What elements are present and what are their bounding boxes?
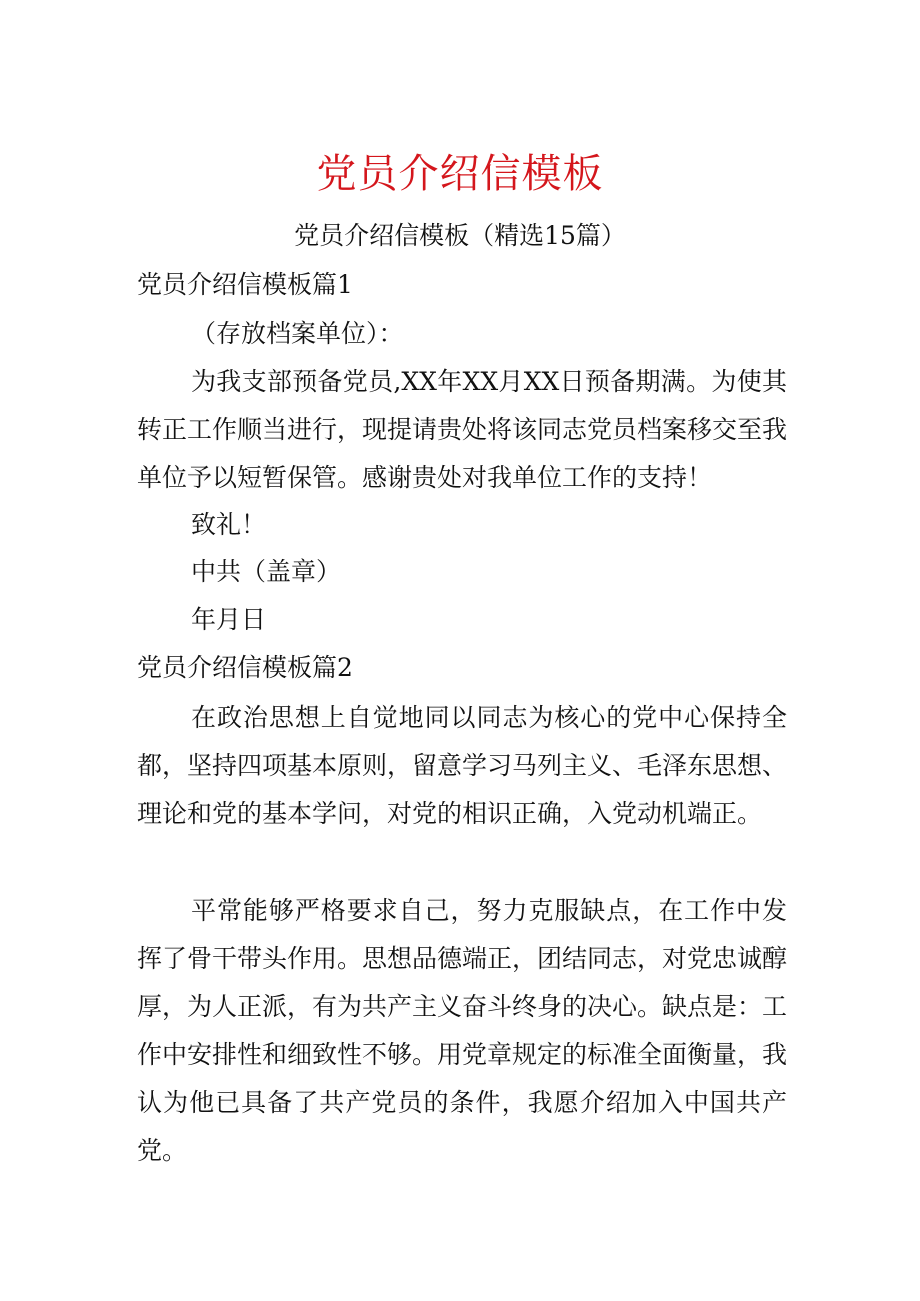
section-2-heading: 党员介绍信模板篇2 — [137, 653, 353, 682]
document-subtitle: 党员介绍信模板（精选15篇） — [294, 221, 626, 250]
section-1-signature: 中共（盖章） — [191, 557, 342, 586]
document-title: 党员介绍信模板 — [316, 151, 604, 197]
section-1-body: 为我支部预备党员,XX年XX月XX日预备期满。为使其转正工作顺当进行，现提请贵处将该同志党员档案移交至我单位予以短暂保管。感谢贵处对我单位工作的支持！ — [137, 367, 788, 492]
section-1-date: 年月日 — [191, 605, 267, 634]
section-1-heading: 党员介绍信模板篇1 — [137, 270, 353, 299]
section-2-paragraph-2: 平常能够严格要求自己，努力克服缺点，在工作中发挥了骨干带头作用。思想品德端正，团结同志，对党忠诚醇厚，为人正派，有为共产主义奋斗终身的决心。缺点是：工作中安排性和细致性不够。用党章规定的标准全面衡量，我认为他已具备了共产党员的条件，我愿介绍加入中国共产党。 — [137, 896, 788, 1165]
section-1-closing: 致礼！ — [191, 510, 267, 539]
section-1-addressee: （存放档案单位）： — [191, 319, 404, 348]
section-2-paragraph-1: 在政治思想上自觉地同以同志为核心的党中心保持全都，坚持四项基本原则，留意学习马列主义、毛泽东思想、理论和党的基本学问，对党的相识正确，入党动机端正。 — [137, 703, 788, 828]
